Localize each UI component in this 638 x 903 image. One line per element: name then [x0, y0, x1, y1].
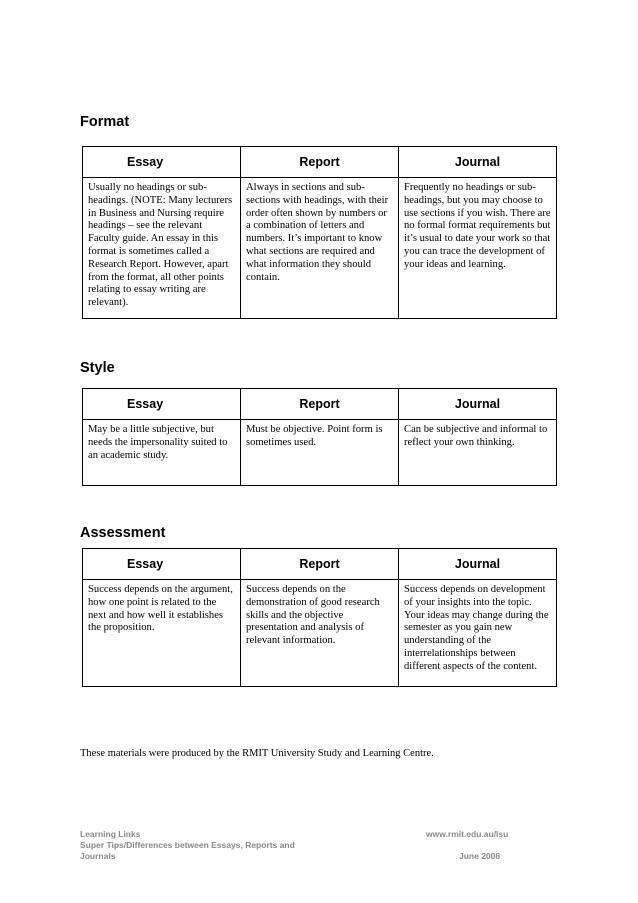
format-report-header: Report	[241, 147, 399, 178]
format-report-cell: Always in sections and sub-sections with headings, with their order often shown by numbers or a combination of letters and numbers. It’s important to know what sections are required and what information they should contain.	[241, 178, 399, 319]
format-essay-header: Essay	[83, 147, 241, 178]
assessment-journal-cell: Success depends on development of your insights into the topic. Your ideas may change during the semester as you gain new understanding of the interrelationships between different aspects of the content.	[399, 580, 557, 687]
format-journal-cell: Frequently no headings or sub-headings, but you may choose to use sections if you wish. There are no formal format requirements but it’s usual to date your work so that you can trace the development of your ideas and learning.	[399, 178, 557, 319]
format-journal-header: Journal	[399, 147, 557, 178]
style-journal-cell: Can be subjective and informal to reflect your own thinking.	[399, 420, 557, 486]
footer-date: June 2006	[459, 851, 501, 861]
style-table	[82, 388, 557, 486]
footer-doc-title-cont: Journals	[80, 851, 116, 861]
assessment-essay-header: Essay	[83, 549, 241, 580]
footer-left	[80, 829, 295, 862]
assessment-report-header: Report	[241, 549, 399, 580]
style-heading: Style	[80, 360, 115, 376]
style-report-cell: Must be objective. Point form is sometimes used.	[241, 420, 399, 486]
assessment-heading: Assessment	[80, 525, 166, 541]
style-essay-cell: May be a little subjective, but needs the impersonality suited to an academic study.	[83, 420, 241, 486]
credit-line: These materials were produced by the RMIT University Study and Learning Centre.	[80, 748, 434, 759]
style-essay-header: Essay	[83, 389, 241, 420]
assessment-journal-header: Journal	[399, 549, 557, 580]
format-heading: Format	[80, 114, 130, 130]
style-journal-header: Journal	[399, 389, 557, 420]
assessment-table	[82, 548, 557, 687]
assessment-essay-cell: Success depends on the argument, how one point is related to the next and how well it establishes the proposition.	[83, 580, 241, 687]
assessment-report-cell: Success depends on the demonstration of good research skills and the objective presentation and analysis of relevant information.	[241, 580, 399, 687]
footer-site-name: Learning Links	[80, 829, 141, 839]
footer-url[interactable]: www.rmit.edu.au/lsu	[426, 829, 509, 839]
footer-doc-title: Super Tips/Differences between Essays, Reports and	[80, 840, 295, 850]
format-table	[82, 146, 557, 319]
format-essay-cell: Usually no headings or sub-headings. (NOTE: Many lecturers in Business and Nursing require headings – see the relevant Faculty guide. An essay in this format is sometimes called a Research Report. However, apart from the format, all other points relating to essay writing are relevant).	[83, 178, 241, 319]
style-report-header: Report	[241, 389, 399, 420]
